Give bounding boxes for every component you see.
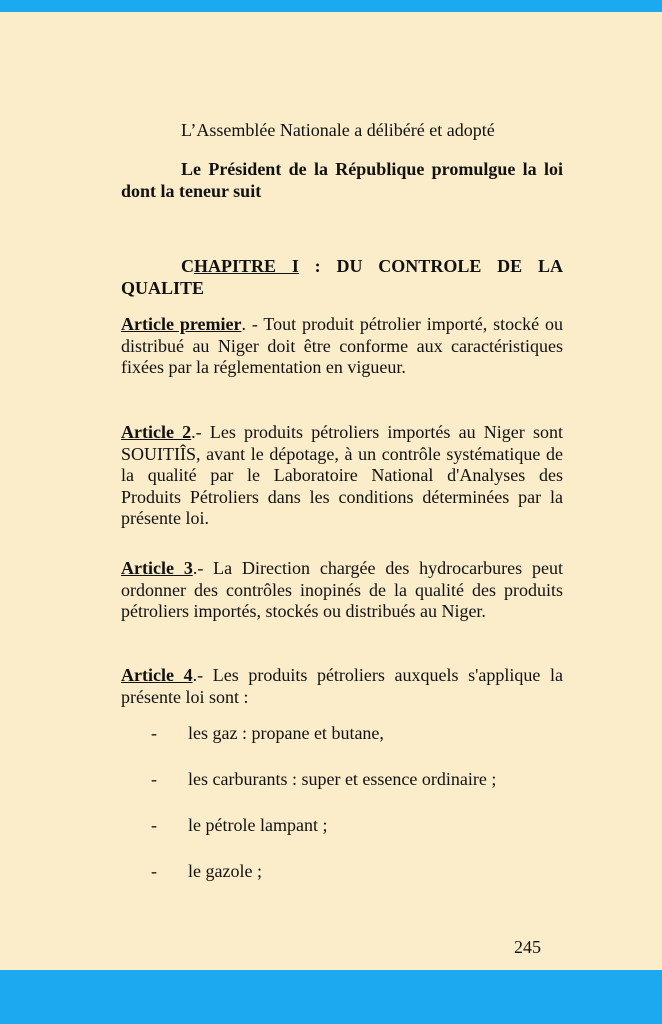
- intro-line: L’Assemblée Nationale a délibéré et adopté: [181, 120, 495, 140]
- page-number: 245: [514, 937, 541, 957]
- article-3: [121, 558, 563, 623]
- article-label: Article premier: [121, 314, 242, 334]
- article-text: .- La Direction chargée des hydrocarbures peut ordonner des contrôles inopinés de la qualité des produits pétroliers importés, stockés ou distribués au Niger.: [121, 558, 563, 621]
- chapter-number: HAPITRE I: [194, 256, 299, 276]
- list-item: [151, 861, 262, 883]
- dash-bullet: -: [151, 815, 157, 835]
- list-item-text: les gaz : propane et butane,: [188, 723, 384, 743]
- top-frame-bar: [0, 0, 662, 12]
- list-item-text: les carburants : super et essence ordinaire ;: [188, 769, 497, 789]
- dash-bullet: -: [151, 723, 157, 743]
- list-item-text: le pétrole lampant ;: [188, 815, 328, 835]
- article-premier: [121, 314, 563, 379]
- article-label: Article 2: [121, 422, 192, 442]
- promulgation-text: Le Président de la République promulgue la loi dont la teneur suit: [121, 159, 563, 201]
- article-text: . - Tout produit pétrolier importé, stocké ou distribué au Niger doit être conforme aux caractéristiques fixées par la réglementation en vigueur.: [121, 314, 563, 377]
- bottom-frame-bar: [0, 970, 662, 1024]
- chapter-title: : DU CONTROLE DE LA QUALITE: [121, 256, 563, 298]
- list-item: [151, 769, 496, 791]
- article-label: Article 3: [121, 558, 193, 578]
- article-text: .- Les produits pétroliers auxquels s'applique la présente loi sont :: [121, 665, 563, 707]
- list-item: [151, 815, 327, 837]
- dash-bullet: -: [151, 769, 157, 789]
- article-text: .- Les produits pétroliers importés au Niger sont SOUITIÎS, avant le dépotage, à un contrôle systématique de la qualité par le Laboratoire National d'Analyses des Produits Pétroliers dans les conditions déterminées par la présente loi.: [121, 422, 563, 528]
- dash-bullet: -: [151, 861, 157, 881]
- article-4: [121, 665, 563, 708]
- chapter-heading: [121, 256, 563, 299]
- list-item: [151, 723, 384, 745]
- article-label: Article 4: [121, 665, 193, 685]
- list-item-text: le gazole ;: [188, 861, 262, 881]
- chapter-prefix: C: [181, 256, 194, 276]
- article-2: [121, 422, 563, 530]
